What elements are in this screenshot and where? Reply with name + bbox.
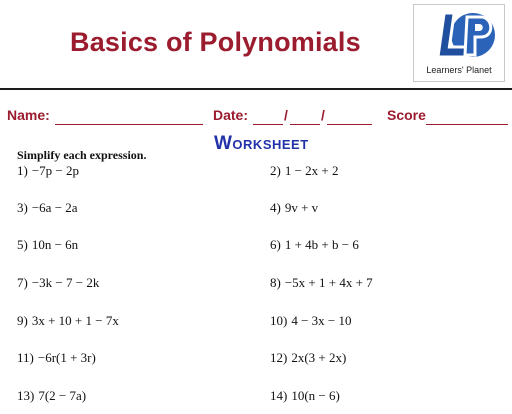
- problem-number: 9): [17, 313, 28, 328]
- problem-expression: −3k − 7 − 2k: [31, 275, 100, 290]
- problem-number: 2): [270, 163, 281, 178]
- problem-number: 7): [17, 275, 28, 290]
- problem-item: [270, 275, 373, 291]
- score-label: Score: [387, 107, 426, 123]
- problem-item: [270, 200, 318, 216]
- date-month-field[interactable]: [253, 124, 283, 125]
- problem-number: 12): [270, 350, 288, 365]
- header-divider: [0, 88, 512, 90]
- problem-expression: 10n − 6n: [31, 237, 79, 252]
- problem-expression: −6r(1 + 3r): [37, 350, 96, 365]
- worksheet-heading: Worksheet: [214, 133, 309, 154]
- name-label: Name:: [7, 107, 50, 123]
- learners-planet-logo: [413, 4, 505, 82]
- problem-number: 3): [17, 200, 28, 215]
- problem-item: [17, 275, 99, 291]
- page-title: Basics of Polynomials: [70, 27, 361, 57]
- problem-item: [17, 237, 78, 253]
- problem-item: [270, 313, 352, 329]
- problem-number: 10): [270, 313, 288, 328]
- name-field[interactable]: [55, 124, 203, 125]
- problem-item: [17, 350, 96, 366]
- problem-number: 4): [270, 200, 281, 215]
- student-fields: [0, 107, 512, 127]
- problem-item: [17, 313, 119, 329]
- problem-number: 8): [270, 275, 281, 290]
- problem-expression: −6a − 2a: [31, 200, 78, 215]
- problem-number: 11): [17, 350, 34, 365]
- logo-caption: Learners' Planet: [426, 65, 492, 75]
- date-year-field[interactable]: [327, 124, 372, 125]
- problem-expression: 1 + 4b + b − 6: [284, 237, 359, 252]
- problem-item: [270, 350, 346, 366]
- lp-logo-icon: [415, 7, 505, 65]
- problem-item: [17, 163, 79, 179]
- instruction-text: Simplify each expression.: [17, 148, 147, 162]
- problem-expression: −5x + 1 + 4x + 7: [284, 275, 373, 290]
- problem-number: 14): [270, 388, 288, 403]
- problem-expression: 7(2 − 7a): [38, 388, 87, 403]
- problem-item: [17, 200, 78, 216]
- problem-number: 1): [17, 163, 28, 178]
- problem-item: [270, 163, 339, 179]
- problem-number: 5): [17, 237, 28, 252]
- problem-item: [270, 237, 359, 253]
- problem-expression: 10(n − 6): [291, 388, 340, 403]
- score-field[interactable]: [426, 124, 508, 125]
- problem-number: 6): [270, 237, 281, 252]
- date-day-field[interactable]: [290, 124, 320, 125]
- problem-expression: 9v + v: [284, 200, 319, 215]
- problem-number: 13): [17, 388, 35, 403]
- problem-expression: 3x + 10 + 1 − 7x: [31, 313, 119, 328]
- problem-item: [270, 388, 340, 404]
- date-slash: /: [321, 107, 325, 123]
- problem-expression: 1 − 2x + 2: [284, 163, 339, 178]
- problem-expression: 4 − 3x − 10: [291, 313, 352, 328]
- date-slash: /: [284, 107, 288, 123]
- problem-expression: −7p − 2p: [31, 163, 80, 178]
- date-label: Date:: [213, 107, 249, 123]
- problem-expression: 2x(3 + 2x): [291, 350, 347, 365]
- problem-item: [17, 388, 86, 404]
